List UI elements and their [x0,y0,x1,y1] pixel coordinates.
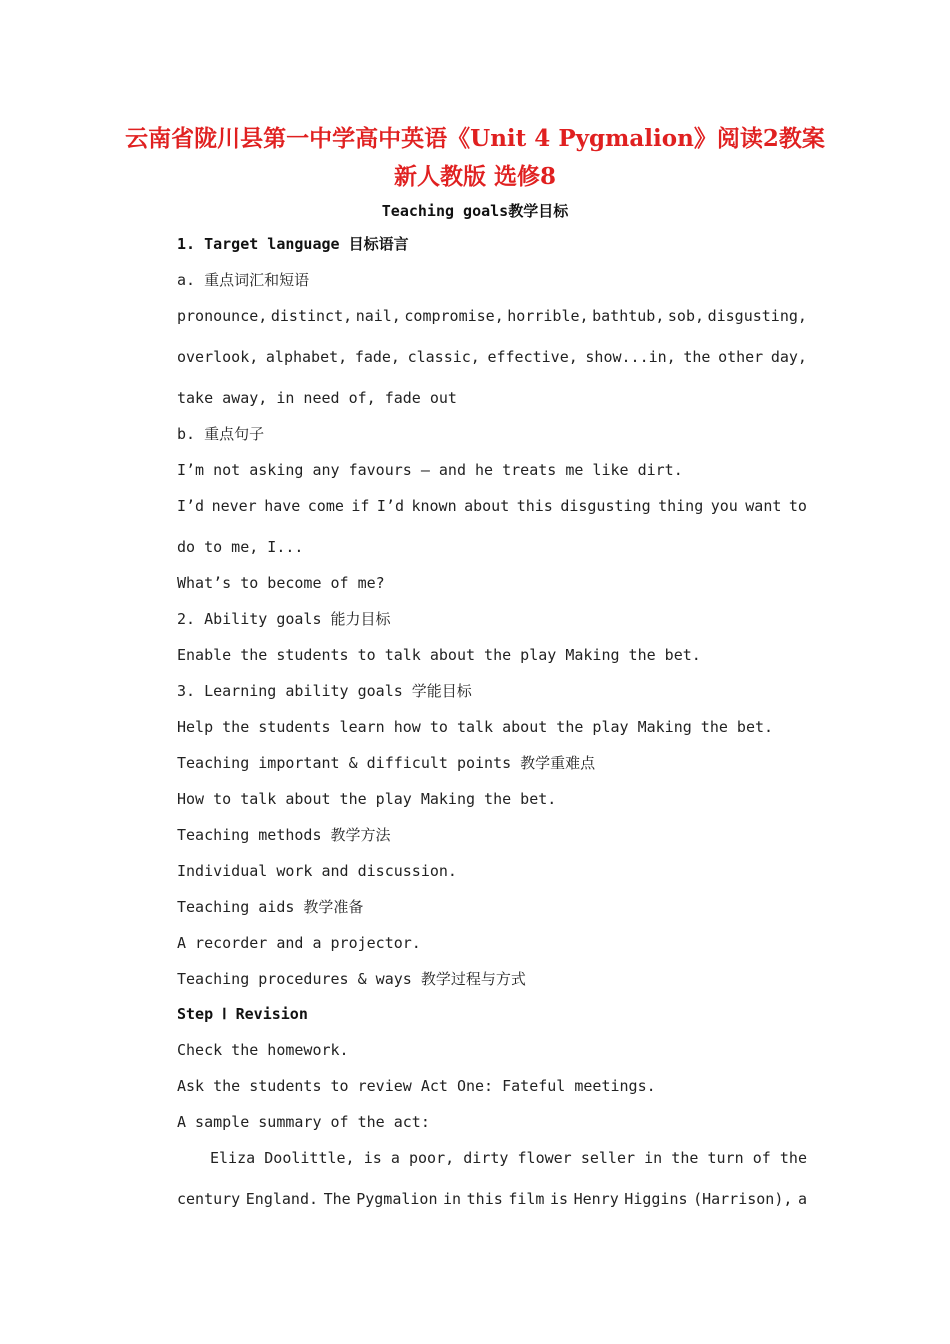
word: come [307,497,344,515]
sentence-3: What’s to become of me? [177,574,385,592]
section-heading: Teaching goals教学目标 [381,202,569,220]
word: disgusting [560,497,651,515]
methods-heading: Teaching methods 教学方法 [177,826,391,844]
word: is [549,1190,569,1208]
word: in [644,1149,663,1167]
word: you [710,497,738,515]
word: the [779,1149,807,1167]
word: Pygmalion [356,1190,438,1208]
word: known [411,497,457,515]
word: of [752,1149,771,1167]
word: other [718,348,764,366]
aids-text: A recorder and a projector. [177,934,421,952]
word: this [516,497,553,515]
points-text: How to talk about the play Making the bet. [177,790,557,808]
ability-text: Enable the students to talk about the play Making the bet. [177,646,701,664]
summary-line-2 [177,1189,807,1209]
word: (Harrison), [693,1190,793,1208]
word: the [671,1149,699,1167]
word: a [797,1190,807,1208]
word: Higgins [624,1190,688,1208]
word: The [323,1190,351,1208]
word: thing [658,497,704,515]
word: sob, [667,307,705,325]
vocab-heading: a. 重点词汇和短语 [177,271,310,289]
learning-heading: 3. Learning ability goals 学能目标 [177,682,472,700]
word: nail, [355,307,401,325]
word: I’d [177,497,205,515]
word: in [443,1190,462,1208]
ability-heading: 2. Ability goals 能力目标 [177,610,391,628]
word: poor, [409,1149,455,1167]
sentence-heading: b. 重点句子 [177,425,265,443]
word: Doolittle, [264,1149,355,1167]
word: compromise, [404,307,504,325]
word: horrible, [507,307,589,325]
word: alphabet, [265,348,348,366]
word: England. [245,1190,319,1208]
target-language-heading: 1. Target language 目标语言 [177,235,409,253]
procedures-heading: Teaching procedures & ways 教学过程与方式 [177,970,526,988]
step1-line-1: Check the homework. [177,1041,349,1059]
word: effective, [487,348,578,366]
word: bathtub, [592,307,665,325]
step1-line-2: Ask the students to review Act One: Fateful meetings. [177,1077,656,1095]
word: film [508,1190,545,1208]
word: I’d [376,497,404,515]
summary-line-1 [210,1148,807,1168]
sentence-2-part-2: do to me, I... [177,538,304,556]
word: dirty [463,1149,509,1167]
vocab-line-1 [177,306,807,326]
word: seller [580,1149,636,1167]
word: about [464,497,510,515]
word: a [390,1149,400,1167]
sentence-1: I’m not asking any favours — and he treats me like dirt. [177,461,683,479]
document-title-line1: 云南省陇川县第一中学高中英语《Unit 4 Pygmalion》阅读2教案 [125,125,825,152]
word: day, [770,348,807,366]
methods-text: Individual work and discussion. [177,862,457,880]
word: distinct, [270,307,353,325]
vocab-line-3: take away, in need of, fade out [177,389,457,407]
word: have [264,497,301,515]
learning-text: Help the students learn how to talk about the play Making the bet. [177,718,774,736]
vocab-line-2 [177,347,807,367]
word: flower [517,1149,572,1167]
sentence-2-part-1 [177,496,807,516]
word: fade, [354,348,400,366]
word: is [363,1149,382,1167]
word: if [351,497,370,515]
word: to [788,497,807,515]
word: pronounce, [177,307,268,325]
word: classic, [407,348,480,366]
aids-heading: Teaching aids 教学准备 [177,898,364,916]
word: the [683,348,711,366]
word: century [177,1190,241,1208]
word: turn [707,1149,744,1167]
document-title-line2: 新人教版 选修8 [393,163,556,190]
word: disgusting, [707,307,807,325]
points-heading: Teaching important & difficult points 教学重难点 [177,754,596,772]
word: Henry [573,1190,619,1208]
word: never [211,497,257,515]
word: want [745,497,782,515]
word: overlook, [177,348,259,366]
word: Eliza [210,1149,256,1167]
step1-heading: Step Ⅰ Revision [177,1005,308,1023]
word: show...in, [585,348,676,366]
word: this [466,1190,503,1208]
step1-line-3: A sample summary of the act: [177,1113,430,1131]
